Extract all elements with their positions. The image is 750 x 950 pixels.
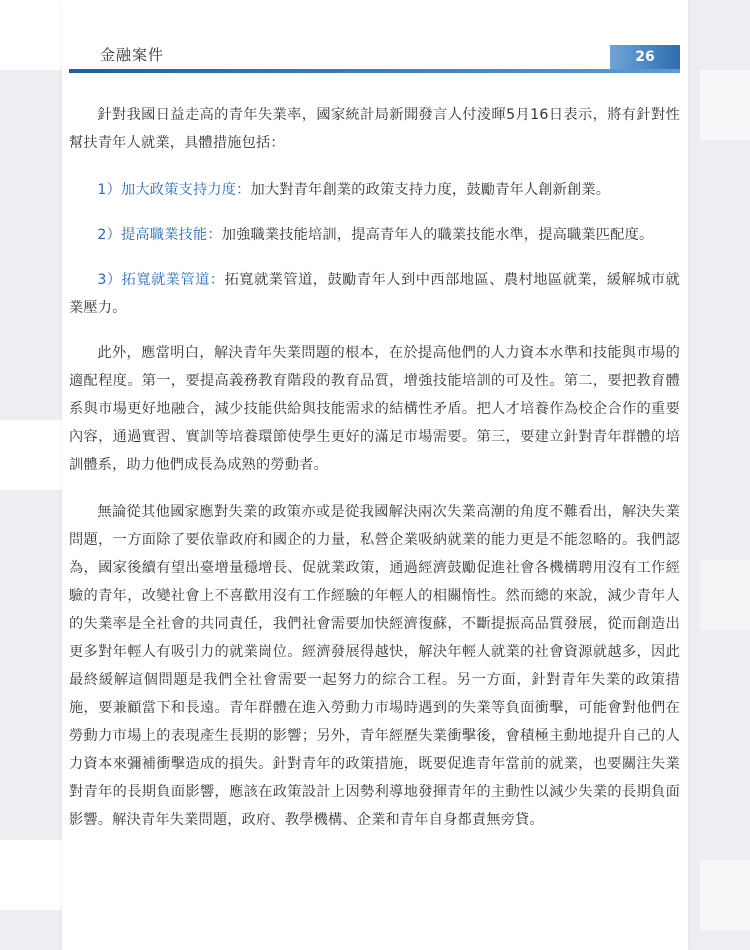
measure-text-1: 加大對青年創業的政策支持力度，鼓勵青年人創新創業。 [250, 182, 611, 198]
measure-text-2: 加強職業技能培訓，提高青年人的職業技能水準，提高職業匹配度。 [221, 227, 654, 243]
article-body [69, 101, 680, 853]
measure-lead-1: 1）加大政策支持力度： [97, 182, 251, 198]
header-divider [69, 69, 680, 73]
page-number-badge: 26 [610, 45, 680, 69]
paragraph-2: 此外，應當明白，解決青年失業問題的根本，在於提高他們的人力資本水準和技能與市場的適配程度。第一，要提高義務教育階段的教育品質，增強技能培訓的可及性。第二，要把教育體系與市場更好地融合，減少技能供給與技能需求的結構性矛盾。把人才培養作為校企合作的重要內容，通過實習、實訓等培養環節使學生更好的滿足市場需要。第三，要建立針對青年群體的培訓體系，助力他們成長為成熟的勞動者。 [69, 345, 680, 473]
measure-lead-2: 2）提高職業技能： [97, 227, 222, 243]
measure-item-3 [69, 266, 680, 322]
paragraph-3: 無論從其他國家應對失業的政策亦或是從我國解決兩次失業高潮的角度不難看出，解決失業問題，一方面除了要依靠政府和國企的力量，私營企業吸納就業的能力更是不能忽略的。我們認為，國家後續有望出臺增量穩增長、促就業政策，通過經濟鼓勵促進社會各機構聘用沒有工作經驗的青年，改變社會上不喜歡用沒有工作經驗的年輕人的相關惰性。然而總的來說，減少青年人的失業率是全社會的共同責任，我們社會需要加快經濟復蘇，不斷提振高品質發展，從而創造出更多對年輕人有吸引力的就業崗位。經濟發展得越快，解決年輕人就業的社會資源就越多，因此最終緩解這個問題是我們全社會需要一起努力的綜合工程。另一方面，針對青年失業的政策措施，要兼顧當下和長遠。青年群體在進入勞動力市場時遇到的失業等負面衝擊，可能會對他們在勞動力市場上的表現產生長期的影響；另外，青年經歷失業衝擊後，會積極主動地提升自己的人力資本來彌補衝擊造成的損失。針對青年的政策措施，既要促進青年當前的就業，也要關注失業對青年的長期負面影響，應該在政策設計上因勢利導地發揮青年的主動性以減少失業的長期負面影響。解決青年失業問題，政府、教學機構、企業和青年自身都責無旁貸。 [69, 504, 680, 828]
measure-text-3: 拓寬就業管道，鼓勵青年人到中西部地區、農村地區就業，緩解城市就業壓力。 [69, 272, 681, 316]
measure-lead-3: 3）拓寬就業管道： [97, 272, 225, 288]
intro-paragraph: 針對我國日益走高的青年失業率，國家統計局新聞發言人付淩暉5月16日表示，將有針對性幫扶青年人就業，具體措施包括： [69, 107, 680, 151]
header-title: 金融案件 [100, 46, 165, 64]
measure-item-2 [69, 221, 680, 249]
measure-item-1 [69, 176, 680, 204]
